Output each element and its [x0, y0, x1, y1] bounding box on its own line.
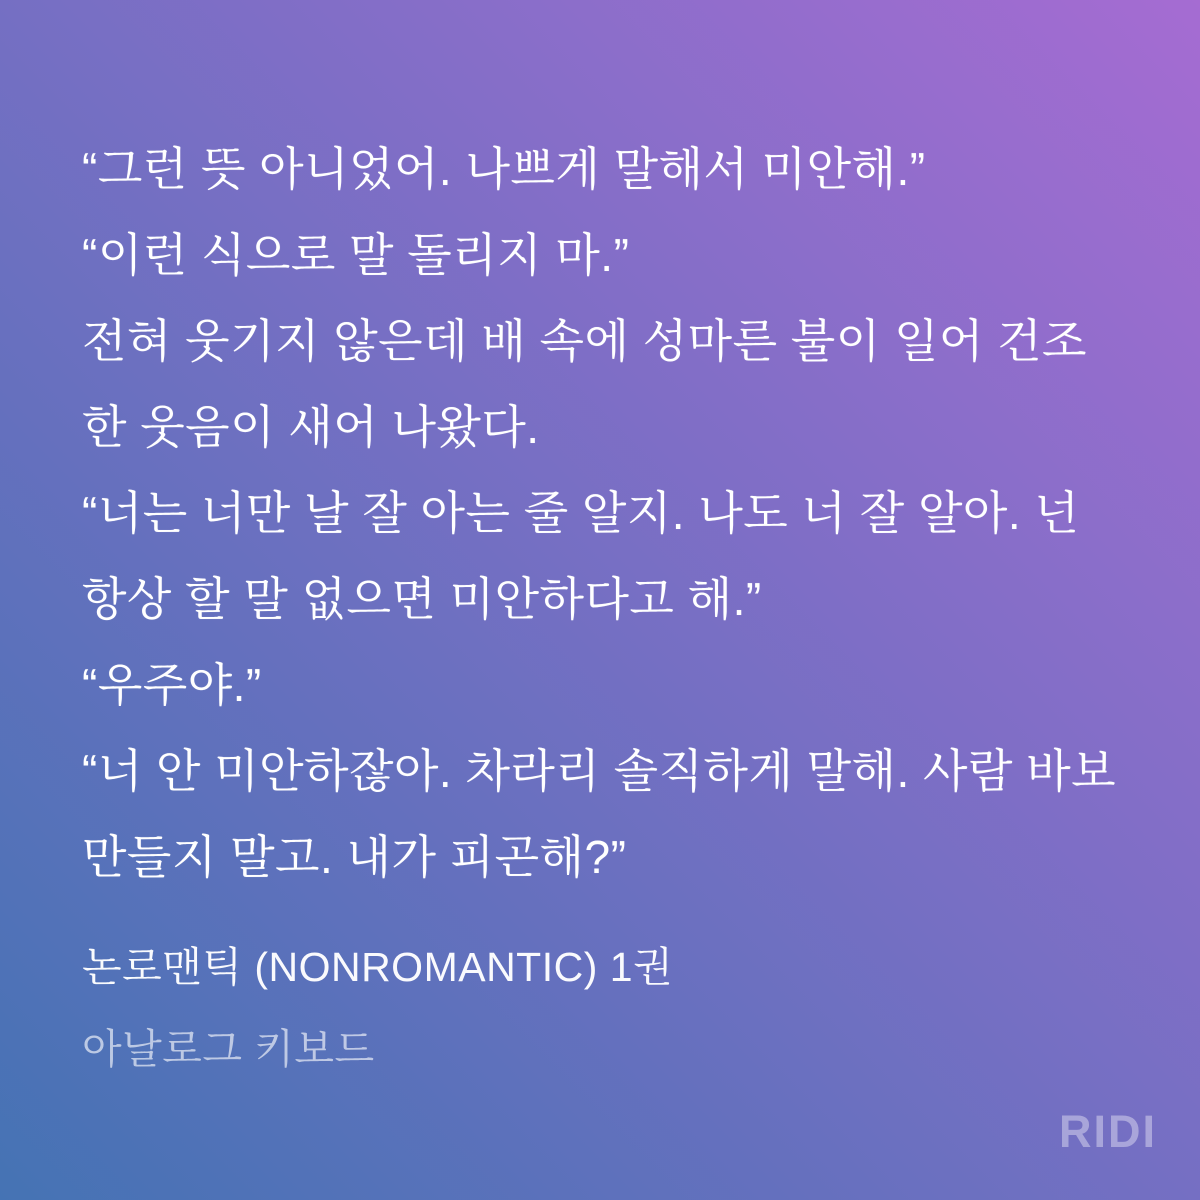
quote-line: “이런 식으로 말 돌리지 마.” — [82, 229, 630, 281]
quote-line: 전혀 웃기지 않은데 배 속에 성마른 불이 일어 건조한 웃음이 새어 나왔다. — [82, 315, 1087, 453]
quote-line: “그런 뜻 아니었어. 나쁘게 말해서 미안해.” — [82, 143, 926, 195]
quote-line: “너 안 미안하잖아. 차라리 솔직하게 말해. 사람 바보 만들지 말고. 내가 피곤해?” — [82, 745, 1117, 883]
book-title: 논로맨틱 (NONROMANTIC) 1권 — [82, 944, 674, 990]
book-author: 아날로그 키보드 — [82, 1026, 375, 1072]
quote-line: “우주야.” — [82, 659, 262, 711]
ridi-logo: RIDI — [1059, 1106, 1157, 1157]
quote-block — [82, 126, 1126, 900]
quote-line: “너는 너만 날 잘 아는 줄 알지. 나도 너 잘 알아. 넌 항상 할 말 없으면 미안하다고 해.” — [82, 487, 1080, 625]
